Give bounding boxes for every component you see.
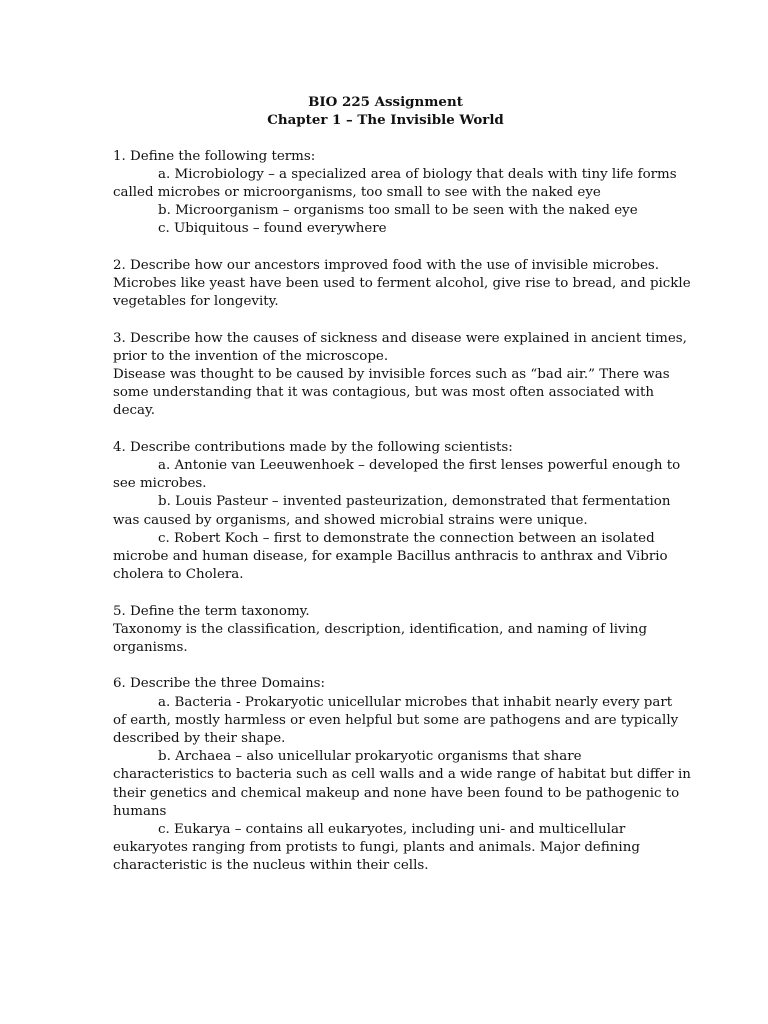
text-line: 5. Define the term taxonomy. — [113, 603, 310, 619]
text-line: Microbes like yeast have been used to ferment alcohol, give rise to bread, and pickle — [113, 276, 691, 291]
text-line: 1. Define the following terms: — [113, 148, 316, 164]
text-line: c. Ubiquitous – found everywhere — [158, 221, 387, 237]
text-line: c. Robert Koch – first to demonstrate the connection between an isolated — [158, 530, 655, 546]
paragraph-spacer — [113, 584, 658, 602]
paragraph-spacer — [113, 239, 658, 257]
document-body — [113, 129, 691, 875]
paragraph-spacer — [113, 421, 658, 439]
text-line: their genetics and chemical makeup and none have been found to be pathogenic to — [113, 785, 680, 801]
text-line: microbe and human disease, for example Bacillus anthracis to anthrax and Vibrio — [113, 549, 668, 565]
text-line: 2. Describe how our ancestors improved food with the use of invisible microbes. — [113, 257, 660, 273]
text-line: b. Microorganism – organisms too small to be seen with the naked eye — [158, 203, 638, 219]
paragraph-spacer — [113, 657, 658, 675]
text-line: see microbes. — [113, 476, 207, 492]
paragraph-spacer — [113, 129, 658, 147]
text-line: some understanding that it was contagious, but was most often associated with — [113, 385, 655, 401]
text-line: decay. — [113, 403, 156, 419]
text-line: characteristic is the nucleus within their cells. — [113, 858, 429, 874]
text-line: 3. Describe how the causes of sickness and disease were explained in ancient times, — [113, 330, 687, 346]
text-line: Taxonomy is the classification, description, identification, and naming of living — [113, 621, 648, 637]
text-line: described by their shape. — [113, 731, 286, 747]
text-line: characteristics to bacteria such as cell walls and a wide range of habitat but differ in — [113, 767, 691, 783]
text-line: b. Archaea – also unicellular prokaryotic organisms that share — [158, 749, 582, 765]
document-subtitle: Chapter 1 – The Invisible World — [267, 112, 504, 129]
text-line: Disease was thought to be caused by invisible forces such as “bad air.” There was — [113, 367, 670, 382]
text-line: was caused by organisms, and showed microbial strains were unique. — [113, 512, 588, 528]
document-title: BIO 225 Assignment — [308, 94, 463, 110]
text-line: c. Eukarya – contains all eukaryotes, including uni- and multicellular — [158, 822, 626, 838]
text-line: a. Microbiology – a specialized area of biology that deals with tiny life forms — [158, 166, 677, 182]
text-line: cholera to Cholera. — [113, 567, 244, 583]
text-line: organisms. — [113, 640, 188, 656]
text-line: prior to the invention of the microscope. — [113, 348, 389, 364]
text-line: b. Louis Pasteur – invented pasteurization, demonstrated that fermentation — [158, 494, 671, 510]
text-line: vegetables for longevity. — [113, 294, 279, 310]
text-line: humans — [113, 803, 167, 819]
text-line: 6. Describe the three Domains: — [113, 676, 325, 692]
paragraph-spacer — [113, 311, 658, 329]
text-line: 4. Describe contributions made by the following scientists: — [113, 439, 513, 455]
text-line: of earth, mostly harmless or even helpful but some are pathogens and are typically — [113, 712, 679, 728]
text-line: a. Antonie van Leeuwenhoek – developed the first lenses powerful enough to — [158, 458, 681, 473]
text-line: a. Bacteria - Prokaryotic unicellular microbes that inhabit nearly every part — [158, 694, 673, 710]
text-line: called microbes or microorganisms, too small to see with the naked eye — [113, 185, 601, 200]
text-line: eukaryotes ranging from protists to fungi, plants and animals. Major defining — [113, 840, 640, 856]
